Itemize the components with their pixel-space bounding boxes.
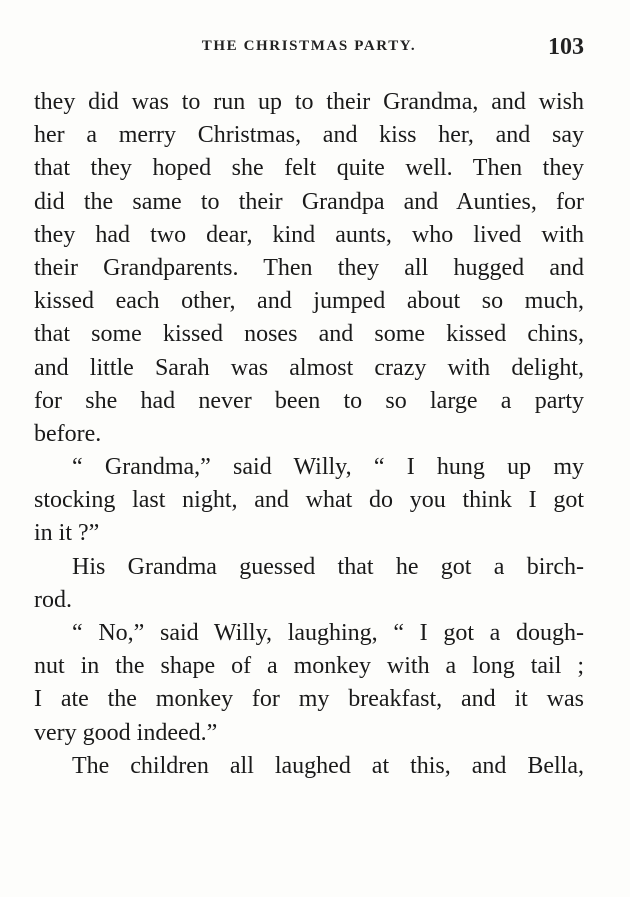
text-line: in it ?”: [34, 520, 100, 547]
text-line: rod.: [34, 586, 72, 613]
text-line: kissed each other, and jumped about so much,: [34, 288, 584, 315]
text-line: very good indeed.”: [34, 719, 218, 746]
page-number: 103: [548, 34, 584, 60]
running-title: THE CHRISTMAS PARTY.: [201, 38, 417, 54]
running-head: [34, 36, 584, 66]
text-line: I ate the monkey for my breakfast, and it was: [34, 686, 584, 713]
text-line: nut in the shape of a monkey with a long tail ;: [34, 653, 584, 680]
text-line: they did was to run up to their Grandma, and wish: [34, 89, 584, 115]
text-line: and little Sarah was almost crazy with delight,: [34, 354, 584, 381]
body-text: [34, 86, 584, 783]
text-line: did the same to their Grandpa and Aunties, for: [34, 188, 584, 215]
text-line: her a merry Christmas, and kiss her, and say: [34, 122, 584, 149]
text-line: that they hoped she felt quite well. Then they: [34, 155, 584, 182]
text-line: their Grandparents. Then they all hugged and: [34, 254, 584, 281]
text-line: that some kissed noses and some kissed chins,: [34, 321, 584, 348]
text-line: for she had never been to so large a party: [34, 387, 584, 414]
text-line: His Grandma guessed that he got a birch-: [72, 553, 584, 580]
text-line: “ Grandma,” said Willy, “ I hung up my: [72, 454, 584, 481]
text-line: stocking last night, and what do you think I got: [34, 487, 584, 514]
text-line: before.: [34, 420, 102, 447]
text-line: they had two dear, kind aunts, who lived with: [34, 221, 584, 248]
text-line: “ No,” said Willy, laughing, “ I got a dough-: [72, 620, 584, 646]
text-line: The children all laughed at this, and Bella,: [72, 752, 584, 779]
